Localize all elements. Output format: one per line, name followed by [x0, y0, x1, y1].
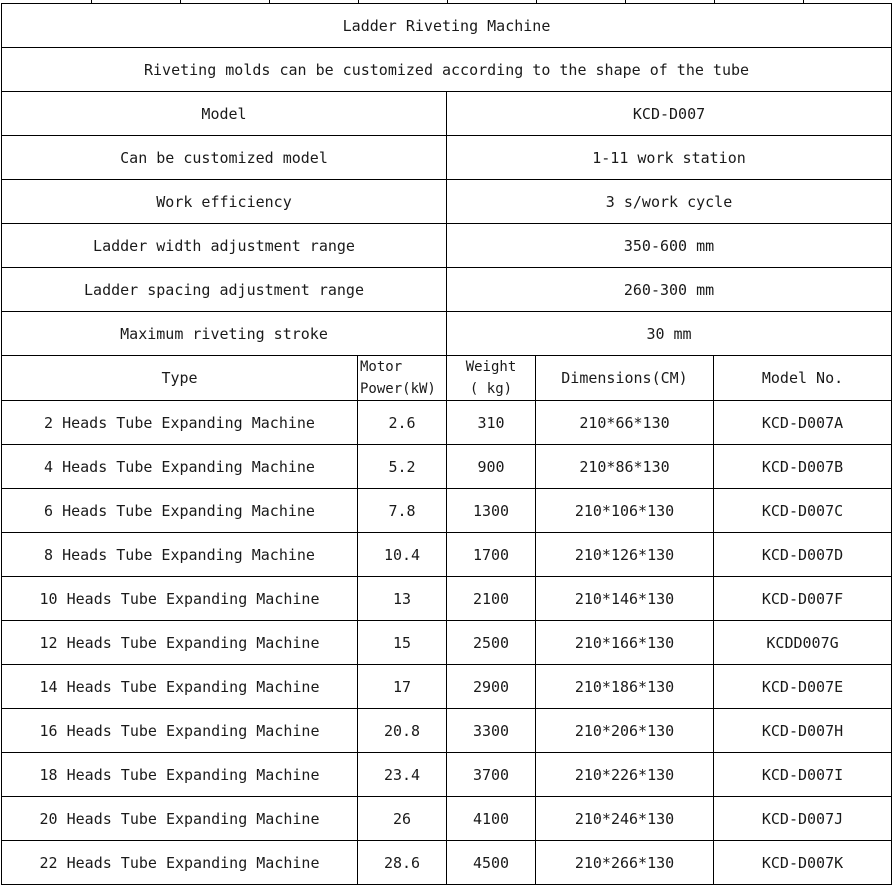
header-dimensions: Dimensions(CM): [536, 356, 714, 401]
cell-power: 28.6: [358, 841, 447, 885]
cell-weight: 310: [447, 401, 536, 445]
cell-dimensions: 210*266*130: [536, 841, 714, 885]
column-header-row: [2, 356, 892, 401]
spec-value: 3 s/work cycle: [447, 180, 892, 224]
cell-type: 14 Heads Tube Expanding Machine: [2, 665, 358, 709]
spec-label: Model: [2, 92, 447, 136]
cell-weight: 4100: [447, 797, 536, 841]
cell-type: 16 Heads Tube Expanding Machine: [2, 709, 358, 753]
table-row: [2, 841, 892, 885]
cell-type: 22 Heads Tube Expanding Machine: [2, 841, 358, 885]
table-row: [2, 577, 892, 621]
cell-power: 20.8: [358, 709, 447, 753]
spec-label: Work efficiency: [2, 180, 447, 224]
spec-row: [2, 136, 892, 180]
cell-power: 5.2: [358, 445, 447, 489]
cell-dimensions: 210*126*130: [536, 533, 714, 577]
cell-model: KCD-D007F: [714, 577, 892, 621]
spec-label: Can be customized model: [2, 136, 447, 180]
cell-type: 2 Heads Tube Expanding Machine: [2, 401, 358, 445]
cell-model: KCD-D007K: [714, 841, 892, 885]
table-row: [2, 709, 892, 753]
table-row: [2, 665, 892, 709]
table-row: [2, 489, 892, 533]
cell-type: 12 Heads Tube Expanding Machine: [2, 621, 358, 665]
spec-row: [2, 312, 892, 356]
table-title: Ladder Riveting Machine: [2, 4, 892, 48]
cell-type: 10 Heads Tube Expanding Machine: [2, 577, 358, 621]
table-row: [2, 797, 892, 841]
header-type: Type: [2, 356, 358, 401]
cell-weight: 900: [447, 445, 536, 489]
header-weight: [447, 356, 536, 401]
header-weight-line2: ( kg): [469, 381, 513, 397]
cell-power: 13: [358, 577, 447, 621]
table-row: [2, 621, 892, 665]
spec-row: [2, 224, 892, 268]
cell-model: KCDD007G: [714, 621, 892, 665]
cell-model: KCD-D007I: [714, 753, 892, 797]
cell-type: 20 Heads Tube Expanding Machine: [2, 797, 358, 841]
table-subtitle: Riveting molds can be customized according to the shape of the tube: [2, 48, 892, 92]
spec-row: [2, 92, 892, 136]
title-row: [2, 4, 892, 48]
header-model-no: Model No.: [714, 356, 892, 401]
spec-row: [2, 180, 892, 224]
cell-dimensions: 210*66*130: [536, 401, 714, 445]
cell-model: KCD-D007D: [714, 533, 892, 577]
cell-weight: 1700: [447, 533, 536, 577]
cell-model: KCD-D007E: [714, 665, 892, 709]
cell-dimensions: 210*186*130: [536, 665, 714, 709]
cell-type: 6 Heads Tube Expanding Machine: [2, 489, 358, 533]
cell-dimensions: 210*206*130: [536, 709, 714, 753]
subtitle-row: [2, 48, 892, 92]
cell-type: 8 Heads Tube Expanding Machine: [2, 533, 358, 577]
spec-value: 260-300 mm: [447, 268, 892, 312]
spec-table: [1, 3, 892, 885]
cell-dimensions: 210*86*130: [536, 445, 714, 489]
header-motor-power: [358, 356, 447, 401]
spec-value: KCD-D007: [447, 92, 892, 136]
cell-model: KCD-D007A: [714, 401, 892, 445]
spec-value: 350-600 mm: [447, 224, 892, 268]
cell-model: KCD-D007J: [714, 797, 892, 841]
cell-dimensions: 210*146*130: [536, 577, 714, 621]
cell-dimensions: 210*246*130: [536, 797, 714, 841]
cell-weight: 4500: [447, 841, 536, 885]
cell-power: 10.4: [358, 533, 447, 577]
cell-weight: 2500: [447, 621, 536, 665]
header-motor-power-line1: Motor: [360, 359, 403, 375]
cell-weight: 2100: [447, 577, 536, 621]
cell-dimensions: 210*106*130: [536, 489, 714, 533]
cell-power: 15: [358, 621, 447, 665]
table-row: [2, 445, 892, 489]
cell-weight: 2900: [447, 665, 536, 709]
cell-weight: 3300: [447, 709, 536, 753]
table-row: [2, 401, 892, 445]
cell-power: 17: [358, 665, 447, 709]
spec-value: 1-11 work station: [447, 136, 892, 180]
cell-dimensions: 210*226*130: [536, 753, 714, 797]
spec-label: Ladder width adjustment range: [2, 224, 447, 268]
cell-power: 23.4: [358, 753, 447, 797]
table-row: [2, 753, 892, 797]
header-weight-line1: Weight: [465, 359, 517, 375]
cell-model: KCD-D007H: [714, 709, 892, 753]
cell-weight: 3700: [447, 753, 536, 797]
cell-dimensions: 210*166*130: [536, 621, 714, 665]
cell-type: 18 Heads Tube Expanding Machine: [2, 753, 358, 797]
spec-row: [2, 268, 892, 312]
cell-power: 7.8: [358, 489, 447, 533]
cell-model: KCD-D007B: [714, 445, 892, 489]
cell-model: KCD-D007C: [714, 489, 892, 533]
spec-label: Maximum riveting stroke: [2, 312, 447, 356]
cell-weight: 1300: [447, 489, 536, 533]
header-motor-power-line2: Power(kW): [360, 381, 436, 397]
spec-label: Ladder spacing adjustment range: [2, 268, 447, 312]
cell-power: 2.6: [358, 401, 447, 445]
table-row: [2, 533, 892, 577]
cell-power: 26: [358, 797, 447, 841]
cell-type: 4 Heads Tube Expanding Machine: [2, 445, 358, 489]
spec-value: 30 mm: [447, 312, 892, 356]
